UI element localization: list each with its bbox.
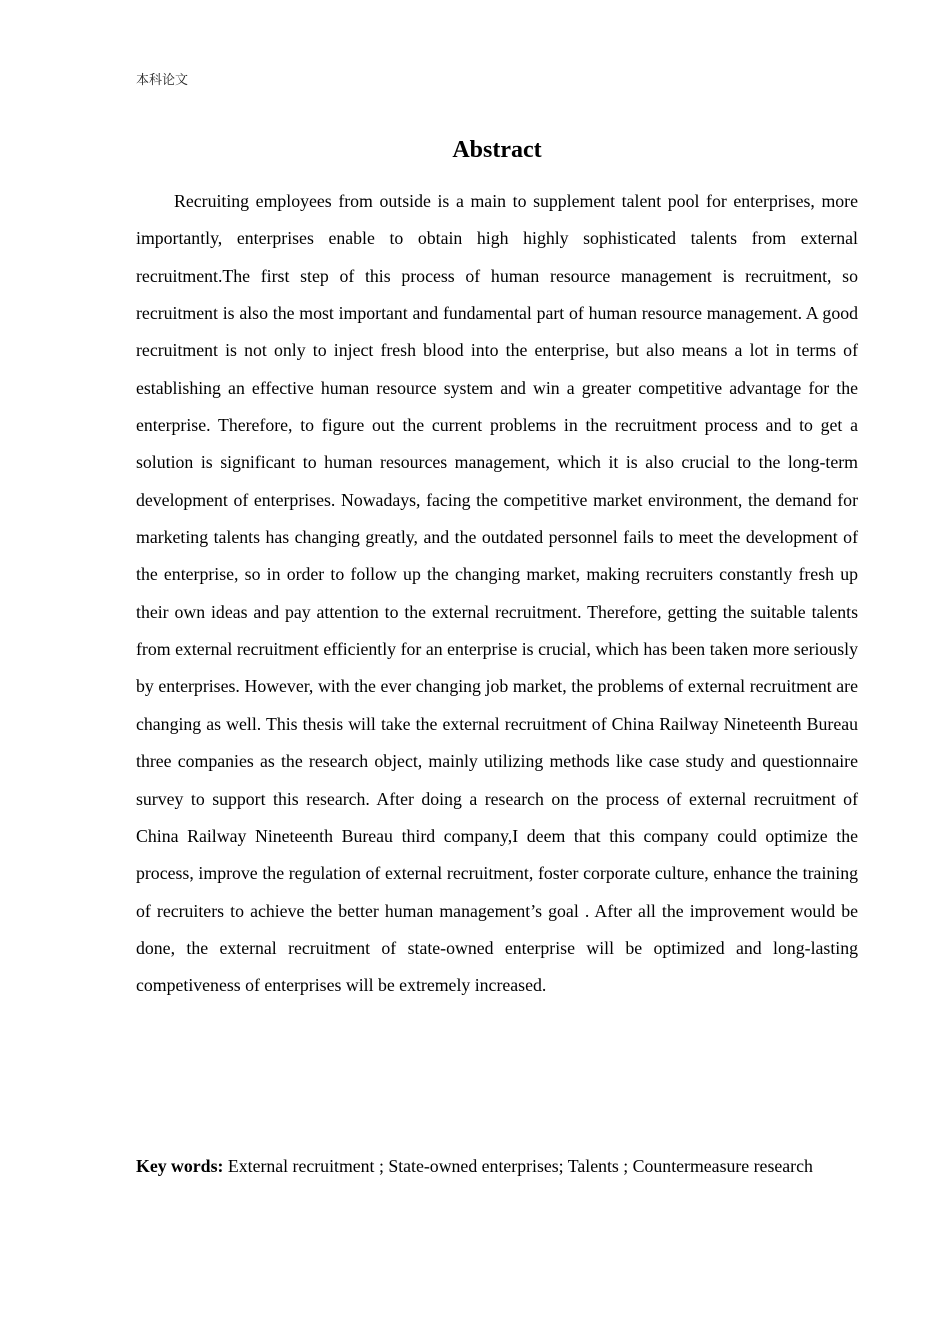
abstract-body: Recruiting employees from outside is a main to supplement talent pool for enterprises, more importantly, enterprises enable to obtain high highly sophisticated talents from external recruitment.The first step of this process of human resource management is recruitment, so recruitment is also the most important and fundamental part of human resource management. A good recruitment is not only to inject fresh blood into the enterprise, but also means a lot in terms of establishing an effective human resource system and win a greater competitive advantage for the enterprise. Therefore, to figure out the current problems in the recruitment process and to get a solution is significant to human resources management, which it is also crucial to the long-term development of enterprises. Nowadays, facing the competitive market environment, the demand for marketing talents has changing greatly, and the outdated personnel fails to meet the development of the enterprise, so in order to follow up the changing market, making recruiters constantly fresh up their own ideas and pay attention to the external recruitment. Therefore, getting the suitable talents from external recruitment efficiently for an enterprise is crucial, which has been taken more seriously by enterprises. However, with the ever changing job market, the problems of external recruitment are changing as well. This thesis will take the external recruitment of China Railway Nineteenth Bureau three companies as the research object, mainly utilizing methods like case study and questionnaire survey to support this research. After doing a research on the process of external recruitment of China Railway Nineteenth Bureau third company,I deem that this company could optimize the process, improve the regulation of external recruitment, foster corporate culture, enhance the training of recruiters to achieve the better human management’s goal . After all the improvement would be done, the external recruitment of state-owned enterprise will be optimized and long-lasting competiveness of enterprises will be extremely increased.	[136, 191, 858, 996]
keywords-label: Key words:	[136, 1156, 224, 1176]
keywords-text: External recruitment ; State-owned enterprises; Talents ; Countermeasure research	[227, 1156, 813, 1176]
keywords-paragraph	[136, 1148, 858, 1185]
running-header: 本科论文	[136, 73, 189, 88]
abstract-title: Abstract	[452, 137, 542, 163]
